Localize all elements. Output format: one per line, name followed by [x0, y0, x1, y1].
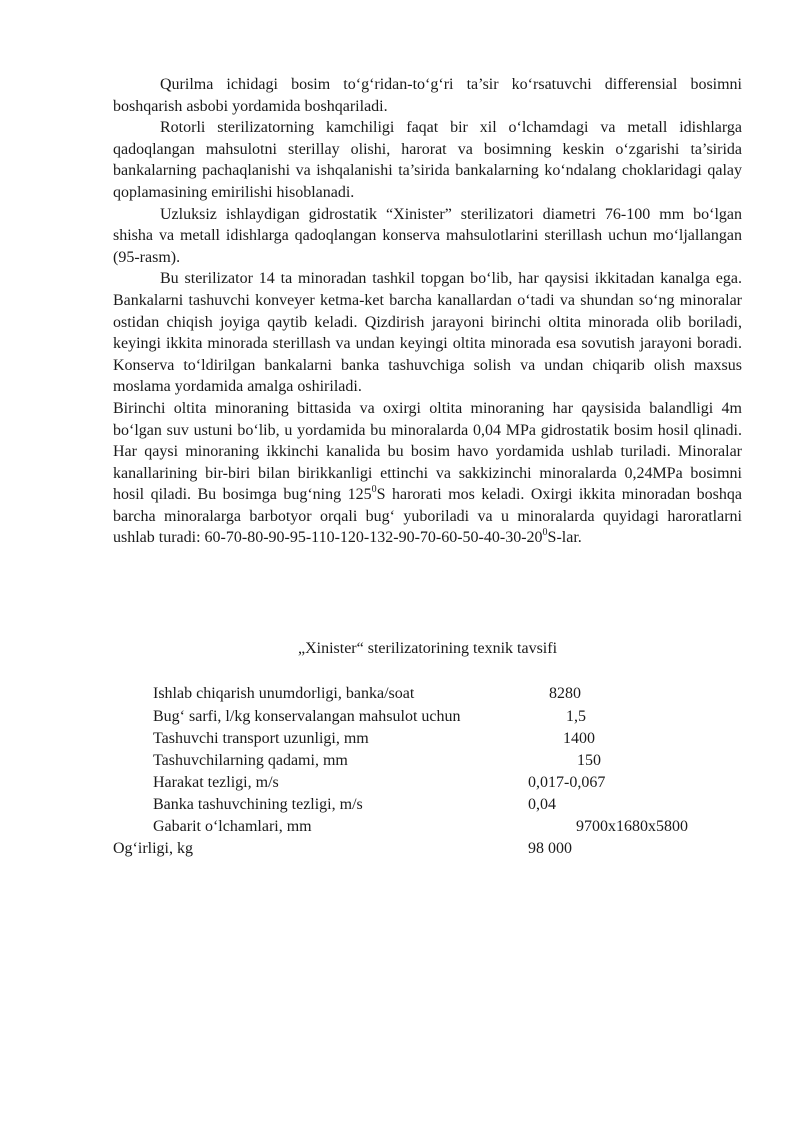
- spec-heading: „Xinister“ sterilizatorining texnik tavsifi: [297, 640, 558, 657]
- paragraph-text-part: S-lar.: [547, 529, 582, 547]
- spec-value: 98 000: [528, 840, 572, 857]
- degree-superscript: 0: [542, 527, 548, 539]
- spec-label: Tashuvchilarning qadami, mm: [153, 752, 348, 769]
- paragraph-pressure-temperatures: [113, 398, 742, 549]
- spec-value: 9700x1680x5800: [576, 818, 688, 835]
- degree-superscript: 0: [371, 483, 377, 495]
- spec-label: Og‘irligi, kg: [113, 840, 193, 857]
- spec-value: 0,04: [528, 796, 556, 813]
- paragraph-towers: Bu sterilizator 14 ta minoradan tashkil topgan bo‘lib, har qaysisi ikkitadan kanalga ega. Bankalarni tashuvchi konveyer ketma-ket barcha kanallardan o‘tadi va shundan so‘ng minoralar ostidan chiqish joyiga qaytib keladi. Qizdirish jarayoni birinchi oltita minorada olib boriladi, keyingi ikkita minorada sterillash va undan keyingi oltita minorada esa sovutish jarayoni boradi. Konserva to‘ldirilgan bankalarni banka tashuvchiga solish va undan chiqarib olish maxsus moslama yordamida amalga oshiriladi.: [113, 270, 742, 396]
- spec-value: 1,5: [566, 708, 586, 725]
- spec-value: 0,017-0,067: [528, 774, 606, 791]
- spec-label: Banka tashuvchining tezligi, m/s: [153, 796, 363, 813]
- spec-label: Bug‘ sarfi, l/kg konservalangan mahsulot uchun: [153, 708, 461, 725]
- spec-label: Tashuvchi transport uzunligi, mm: [153, 730, 369, 747]
- spec-value: 150: [577, 752, 601, 769]
- body-text: [113, 74, 742, 549]
- paragraph-text-part: Birinchi oltita minoraning bittasida va oxirgi oltita minoraning har qaysisida balandligi 4m bo‘lgan suv ustuni bo‘lib, u yordamida bu minoralarda 0,04 MPa gidrostatik bosim hosil qlinadi. Har qaysi minoraning ikkinchi kanalida bu bosim havo yordamida ushlab turiladi. Minoralar kanallarining bir-biri bilan birikkanligi ettinchi va sakkizinchi minoralarda 0,24MPa bosimni hosil qiladi. Bu bosimga bug‘ning 125: [113, 399, 742, 504]
- spec-label: Harakat tezligi, m/s: [153, 774, 279, 791]
- paragraph-text-part: S harorati mos keladi. Oxirgi ikkita minoradan boshqa barcha minoralarga barbotyor orqali bug‘ yuboriladi va u minoralarda quyidagi haroratlarni ushlab turadi: 60-70-80-90-95-110-120-132-90-70-60-50-40-30-20: [113, 486, 742, 547]
- spec-label: Gabarit o‘lchamlari, mm: [153, 818, 312, 835]
- paragraph-pressure-control: Qurilma ichidagi bosim to‘g‘ridan-to‘g‘ri ta’sir ko‘rsatuvchi differensial bosimni boshqarish asbobi yordamida boshqariladi.: [113, 76, 742, 115]
- paragraph-hydrostatic-sterilizer: Uzluksiz ishlaydigan gidrostatik “Xinister” sterilizatori diametri 76-100 mm bo‘lgan shisha va metall idishlarga qadoqlangan konserva mahsulotlarini sterillash uchun mo‘ljallangan (95-rasm).: [113, 205, 742, 266]
- spec-value: 1400: [563, 730, 595, 747]
- spec-label: Ishlab chiqarish unumdorligi, banka/soat: [153, 685, 415, 702]
- spec-value: 8280: [549, 685, 581, 702]
- paragraph-rotor-drawbacks: Rotorli sterilizatorning kamchiligi faqat bir xil o‘lchamdagi va metall idishlarga qadoqlangan mahsulotni sterillay olishi, harorat va bosimning keskin o‘zgarishi ta’sirida bankalarning pachaqlanishi va ishqalanishi ta’sirida bankalarning ko‘ndalang choklaridagi qalay qoplamasining emirilishi hisoblanadi.: [113, 119, 742, 201]
